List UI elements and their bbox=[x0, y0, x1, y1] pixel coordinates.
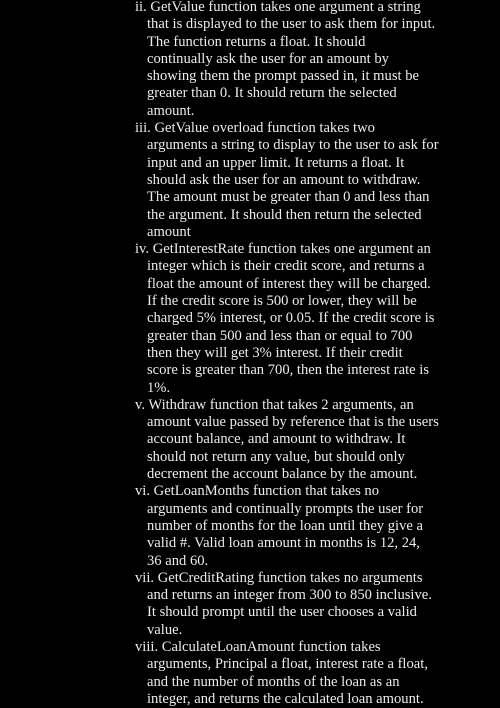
list-item-line: greater than 0. It should return the selected bbox=[147, 85, 397, 102]
list-item-v bbox=[135, 397, 455, 483]
list-item-line: account balance, and amount to withdraw. It bbox=[147, 431, 406, 448]
list-item-line: v. Withdraw function that takes 2 arguments, an bbox=[135, 396, 414, 413]
list-item-line: should not return any value, but should only bbox=[147, 448, 405, 465]
list-item-line: arguments, Principal a float, interest rate a float, bbox=[147, 656, 428, 673]
list-item-viii bbox=[135, 639, 455, 708]
list-item-line: vi. GetLoanMonths function that takes no bbox=[135, 483, 379, 500]
list-item-line: amount. bbox=[147, 102, 195, 119]
list-item-line: 36 and 60. bbox=[147, 552, 209, 569]
list-item-line: It should prompt until the user chooses a valid bbox=[147, 604, 417, 621]
list-item-iv bbox=[135, 241, 455, 397]
list-item-vi bbox=[135, 483, 455, 569]
list-item-line: input and an upper limit. It returns a float. It bbox=[147, 154, 405, 171]
list-item-line: iv. GetInterestRate function takes one argument an bbox=[135, 241, 431, 258]
list-item-line: then they will get 3% interest. If their credit bbox=[147, 344, 403, 361]
list-item-line: The function returns a float. It should bbox=[147, 33, 366, 50]
list-item-line: arguments a string to display to the user to ask for bbox=[147, 137, 439, 154]
list-item-line: decrement the account balance by the amount. bbox=[147, 466, 418, 483]
list-item-line: arguments and continually prompts the user for bbox=[147, 500, 424, 517]
list-item-ii bbox=[135, 0, 455, 120]
list-item-line: vii. GetCreditRating function takes no arguments bbox=[135, 569, 423, 586]
list-item-line: and the number of months of the loan as an bbox=[147, 673, 400, 690]
list-item-line: iii. GetValue overload function takes two bbox=[135, 120, 375, 137]
list-item-line: number of months for the loan until they give a bbox=[147, 517, 424, 534]
list-item-line: 1%. bbox=[147, 379, 171, 396]
list-item-line: amount value passed by reference that is the users bbox=[147, 414, 439, 431]
list-item-line: valid #. Valid loan amount in months is 12, 24, bbox=[147, 535, 420, 552]
list-item-line: should ask the user for an amount to withdraw. bbox=[147, 171, 421, 188]
list-item-line: greater than 500 and less than or equal to 700 bbox=[147, 327, 413, 344]
list-item-line: continually ask the user for an amount by bbox=[147, 50, 389, 67]
list-item-line: and returns an integer from 300 to 850 inclusive. bbox=[147, 587, 432, 604]
list-item-line: viii. CalculateLoanAmount function takes bbox=[135, 638, 381, 655]
list-item-line: integer which is their credit score, and returns a bbox=[147, 258, 425, 275]
list-item-line: score is greater than 700, then the interest rate is bbox=[147, 362, 430, 379]
list-item-line: charged 5% interest, or 0.05. If the credit score is bbox=[147, 310, 435, 327]
list-item-line: value. bbox=[147, 621, 183, 638]
requirements-list bbox=[135, 0, 455, 708]
list-item-line: float the amount of interest they will be charged. bbox=[147, 275, 431, 292]
list-item-vii bbox=[135, 570, 455, 639]
list-item-line: integer, and returns the calculated loan amount. bbox=[147, 690, 424, 707]
list-item-line: The amount must be greater than 0 and less than bbox=[147, 189, 430, 206]
list-item-line: the argument. It should then return the selected bbox=[147, 206, 422, 223]
list-item-iii bbox=[135, 120, 455, 241]
list-item-line: that is displayed to the user to ask them for input. bbox=[147, 16, 436, 33]
list-item-line: If the credit score is 500 or lower, they will be bbox=[147, 293, 417, 310]
list-item-line: amount bbox=[147, 223, 191, 240]
list-item-line: ii. GetValue function takes one argument a string bbox=[135, 0, 421, 15]
list-item-line: showing them the prompt passed in, it must be bbox=[147, 68, 419, 85]
